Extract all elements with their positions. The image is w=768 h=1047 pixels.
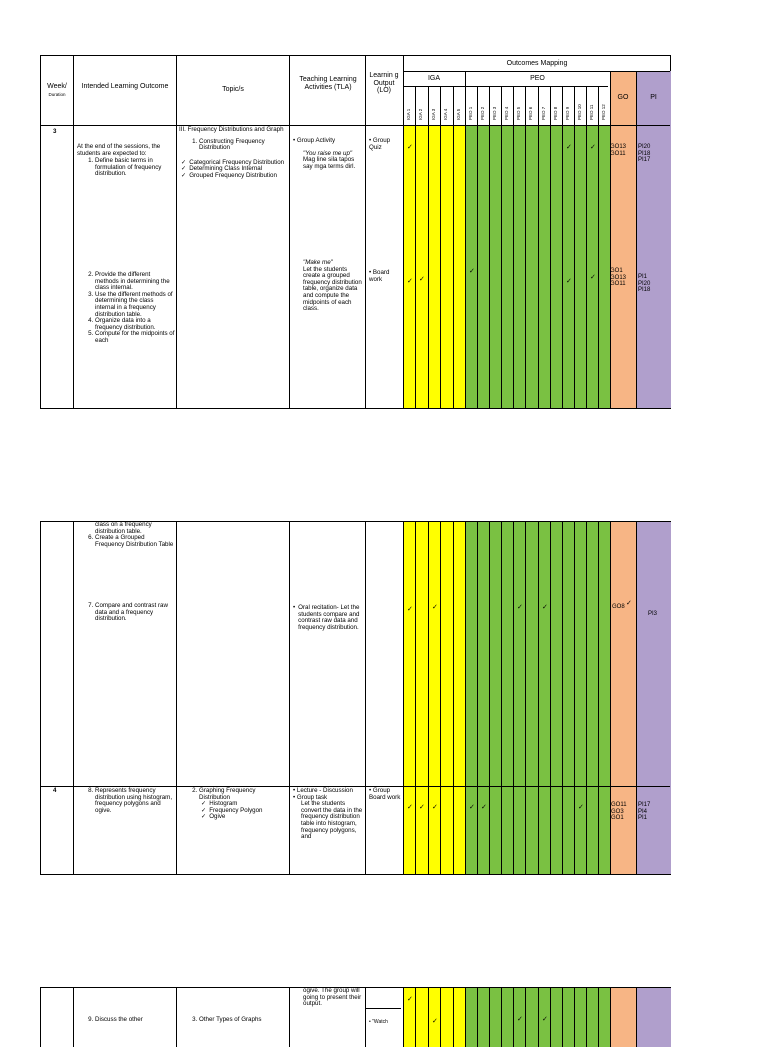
peo-5-label: PEO 5 [516, 106, 521, 120]
iga-5-label: IGA 5 [456, 108, 461, 120]
topic-item: ✓ Frequency Polygon [209, 808, 285, 815]
go-cell-d: GO11 GO3 GO1 [611, 802, 627, 822]
pi-cell-c: PI3 [648, 611, 658, 617]
check-mark: ✓ [432, 604, 438, 611]
tla-cell-b [303, 260, 363, 313]
header-week [41, 83, 73, 98]
topic-item: ✓ Grouped Frequency Distribution [189, 173, 285, 180]
check-mark: ✓ [407, 278, 413, 285]
check-mark: ✓ [578, 804, 584, 811]
tla-continued: ogive. The group will going to present their output. [303, 987, 362, 1008]
header-go: GO [617, 94, 629, 101]
iga-4-label: IGA 4 [443, 108, 448, 120]
lo-text: Board work [369, 269, 390, 283]
tla-activity-text: Lecture - Discussion [296, 787, 353, 794]
lo-cell-e: • "Watch [369, 1019, 388, 1025]
tla-activity-text: Group Activity [296, 137, 336, 144]
check-mark: ✓ [590, 274, 596, 281]
ilo-list-b [77, 272, 175, 345]
pi-cell-d: PI17 PI4 PI1 [638, 802, 651, 822]
week-number: 4 [53, 787, 57, 794]
lo-text: Group Board work [369, 787, 401, 801]
check-mark: ✓ [542, 604, 548, 611]
peo-12-label: PEO 12 [601, 104, 606, 120]
table-block-1 [40, 55, 671, 409]
lo-text: "Watch [372, 1019, 388, 1025]
table-block-2 [40, 521, 671, 875]
peo-1-label: PEO 1 [468, 106, 473, 120]
ilo-intro-text: At the end of the sessions, the students are expected to: [77, 143, 161, 157]
header-week-label: Week/ [47, 83, 67, 90]
ilo-item: 3. Use the different methods of determining the class internal in a frequency distribution table. [95, 292, 175, 318]
header-pi: PI [650, 94, 657, 101]
check-mark: ✓ [432, 804, 438, 811]
ilo-continued [77, 522, 175, 548]
peo-9-label: PEO 9 [565, 106, 570, 120]
topic-title: III. Frequency Distributions and Graph [179, 126, 284, 133]
topic-title: 3. Other Types of Graphs [199, 1017, 285, 1024]
go-column-fill [610, 71, 636, 408]
iga-column-fill [403, 125, 465, 408]
check-mark: ✓ [517, 604, 523, 611]
week-number: 3 [53, 128, 57, 135]
ilo-list-d [77, 788, 175, 814]
check-mark: ✓ [542, 1016, 548, 1023]
tla-cell-c: • Oral recitation- Let the students compare and contrast raw data and frequency distribution. [293, 605, 363, 631]
ilo-item: 4. Organize data into a frequency distribution. [95, 318, 175, 331]
header-iga: IGA [427, 75, 441, 82]
check-mark: ✓ [419, 276, 425, 283]
peo-11-label: PEO 11 [589, 104, 594, 120]
check-mark: ✓ [566, 144, 572, 151]
topic-item: ✓ Ogive [209, 814, 285, 821]
go-column-fill [610, 988, 636, 1047]
tla-cell-a [293, 138, 363, 170]
go-cell-a: GO13 GO11 [610, 144, 627, 157]
tla-activity-body: Mag line sila tapos say mga terms dirl. [303, 156, 356, 170]
header-ilo: Intended Learning Outcome [81, 83, 169, 90]
ilo-item: 2. Provide the different methods in determining the class internal. [95, 272, 175, 292]
go-cell-b: GO1 GO13 GO11 [610, 268, 627, 288]
pi-cell-b: PI1 PI20 PI18 [638, 274, 651, 294]
peo-4-label: PEO 4 [504, 106, 509, 120]
check-mark: ✓ [407, 804, 413, 811]
ilo-item: 8. Represents frequency distribution using histogram, frequency polygons and ogive. [95, 788, 175, 814]
header-duration-label: Duration [48, 91, 66, 97]
peo-6-label: PEO 6 [528, 106, 533, 120]
check-mark: ✓ [481, 804, 487, 811]
lo-cell-b: • Board work [369, 269, 390, 283]
header-outcomes-mapping: Outcomes Mapping [506, 60, 568, 67]
ilo-item: 6. Create a Grouped Frequency Distribution Table [95, 535, 175, 548]
tla-activity-title: "You raise me up" [303, 149, 353, 157]
peo-10-label: PEO 10 [577, 104, 582, 120]
header-tla: Teaching Learning Activities (TLA) [299, 76, 357, 91]
ilo-item: 9. Discuss the other [95, 1017, 175, 1024]
iga-column-fill [403, 522, 465, 874]
check-mark: ✓ [469, 268, 475, 275]
check-mark: ✓ [590, 144, 596, 151]
header-lo: Learnin g Output (LO) [369, 72, 399, 95]
iga-3-label: IGA 3 [431, 108, 436, 120]
tla-activity: • Group Activity [293, 137, 336, 144]
header-peo: PEO [530, 75, 545, 82]
peo-2-label: PEO 2 [480, 106, 485, 120]
tla-activity-body: Let the students convert the data in the frequency distribution table into histogram, frequency polygons, and [301, 800, 363, 841]
tla-activity-text: Group task [296, 793, 328, 801]
check-mark: ✓ [566, 278, 572, 285]
pi-column-fill [636, 988, 671, 1047]
topics-cell-week4 [179, 788, 285, 821]
check-mark: ✓ [419, 804, 425, 811]
ilo-continued-text: class on a frequency distribution table. [95, 521, 152, 535]
tla-cell-d: • Lecture - Discussion • Group task Let the students convert the data in the frequency distribution table into histogram, frequency polygons, and [293, 787, 363, 841]
peo-7-label: PEO 7 [541, 106, 546, 120]
ilo-item: 5. Compute for the midpoints of each [95, 331, 175, 344]
check-mark: ✓ [469, 804, 475, 811]
check-mark: ✓ [407, 144, 413, 151]
ilo-intro [77, 144, 175, 178]
iga-2-label: IGA 2 [418, 108, 423, 120]
lo-cell-d: • Group Board work [369, 787, 401, 801]
tla-activity-text: Oral recitation- Let the students compare and contrast raw data and frequency distribution. [298, 604, 360, 631]
check-mark: ✓ [432, 1018, 438, 1025]
ilo-item: 7. Compare and contrast raw data and a frequency distribution. [95, 603, 175, 623]
check-mark: ✓ [626, 600, 632, 607]
pi-column-fill [636, 71, 671, 408]
topics-cell-week4b [179, 1017, 285, 1024]
topic-item: ✓ Determining Class Internal [189, 166, 285, 173]
pi-cell-a: PI20 PI18 PI17 [638, 144, 651, 164]
tla-activity-title: "Make me" [303, 259, 333, 266]
topic-title: 2. Graphing Frequency Distribution [199, 788, 285, 801]
lo-cell-a: • Group Quiz [369, 137, 391, 151]
ilo-list-e [77, 1017, 175, 1024]
check-mark: ✓ [517, 1016, 523, 1023]
check-mark: ✓ [407, 996, 413, 1003]
header-topics: Topic/s [222, 86, 244, 93]
go-cell-c: GO8 [612, 604, 625, 610]
check-mark: ✓ [407, 606, 413, 613]
iga-1-label: IGA 1 [406, 108, 411, 120]
tla-activity-detail [293, 151, 363, 171]
tla-activity-body: Let the students create a grouped frequency distribution table, organize data and compute the midpoints of each class. [303, 265, 362, 313]
topic-item: ✓ Histogram [209, 801, 285, 808]
peo-8-label: PEO 8 [553, 106, 558, 120]
peo-3-label: PEO 3 [492, 106, 497, 120]
ilo-item: 1. Define basic terms in formulation of frequency distribution. [95, 158, 175, 178]
table-block-3 [40, 987, 671, 1047]
ilo-list-c [77, 603, 175, 623]
topics-cell [179, 127, 285, 180]
topic-item: ✓ Categorical Frequency Distribution [189, 160, 285, 167]
lo-text: Group Quiz [369, 137, 391, 151]
topic-sub: 1. Constructing Frequency Distribution [199, 139, 285, 152]
